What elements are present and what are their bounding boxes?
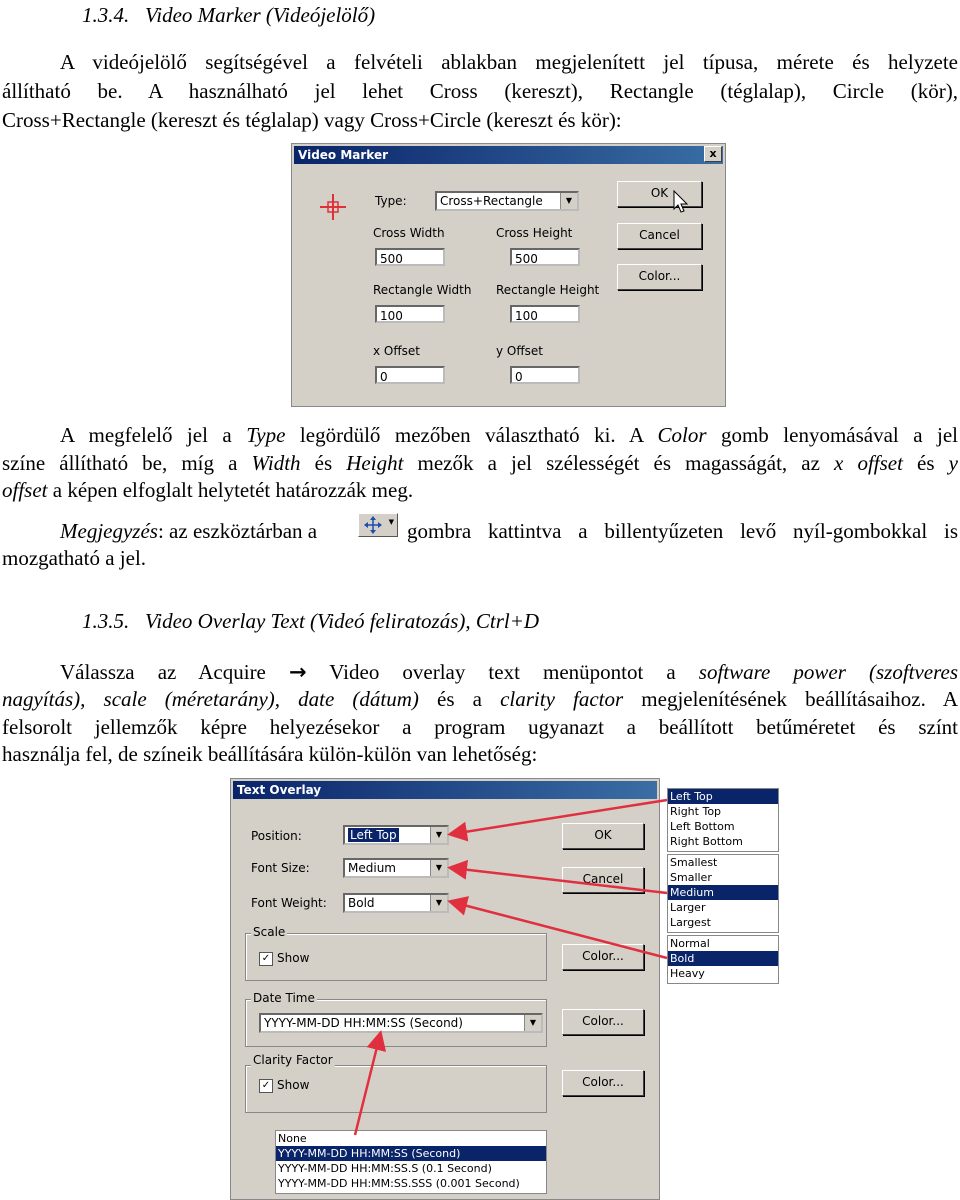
- text-run: x offset: [834, 451, 903, 475]
- text-run: Width: [251, 451, 301, 475]
- paragraph-line: [60, 659, 958, 685]
- color-button-label: Color...: [582, 1075, 624, 1089]
- crosshair-marker-icon: [320, 194, 346, 220]
- list-item[interactable]: Heavy: [670, 967, 705, 980]
- chevron-down-icon: ▼: [430, 895, 447, 911]
- list-item[interactable]: Left Top: [668, 789, 778, 804]
- font-weight-select-value: Bold: [348, 896, 375, 910]
- section-heading-1-3-4: [82, 2, 375, 28]
- text-run: mezők a jel szélességét és magasságát, az: [403, 451, 835, 475]
- note-line: mozgatható a jel.: [2, 546, 147, 570]
- callout-arrow: [452, 868, 667, 893]
- cross-height-label: Cross Height: [496, 226, 573, 240]
- cross-width-label: Cross Width: [373, 226, 445, 240]
- position-select-value: Left Top: [350, 828, 397, 842]
- move-marker-toolbar-button[interactable]: [358, 513, 398, 537]
- cross-height-input[interactable]: 500: [510, 248, 580, 266]
- video-marker-dialog: [291, 143, 726, 407]
- callout-arrow: [452, 800, 667, 834]
- clarity-show-checkbox[interactable]: ✓: [259, 1079, 273, 1093]
- position-label: Position:: [251, 829, 302, 843]
- close-button[interactable]: x: [704, 146, 722, 162]
- list-item[interactable]: Smaller: [670, 871, 712, 884]
- text-run: A megfelelő jel a: [60, 423, 247, 447]
- text-run: színe állítható be, míg a: [2, 451, 252, 475]
- mouse-cursor-icon: [673, 190, 689, 214]
- chevron-down-icon: ▼: [560, 193, 577, 209]
- color-button-label: Color...: [582, 1014, 624, 1028]
- chevron-down-icon: ▼: [430, 827, 447, 843]
- list-item[interactable]: YYYY-MM-DD HH:MM:SS.S (0.1 Second): [278, 1162, 492, 1175]
- text-run: nagyítás), scale (méretarány), date (dátum): [2, 687, 419, 711]
- date-format-select-value: YYYY-MM-DD HH:MM:SS (Second): [264, 1016, 463, 1030]
- font-size-select-value: Medium: [348, 861, 396, 875]
- paragraph-line: állítható be. A használható jel lehet Cross (kereszt), Rectangle (téglalap), Circle (kör),: [2, 79, 958, 103]
- color-button-label: Color...: [638, 269, 681, 283]
- list-item[interactable]: Normal: [670, 937, 710, 950]
- rectangle-height-label: Rectangle Height: [496, 283, 600, 297]
- paragraph-line: [2, 686, 958, 712]
- text-run: Height: [346, 451, 404, 475]
- x-offset-input[interactable]: 0: [375, 366, 445, 384]
- list-item[interactable]: Right Bottom: [670, 835, 743, 848]
- text-run: Type: [246, 423, 286, 447]
- ok-button-label: OK: [650, 186, 669, 200]
- paragraph-line: [60, 422, 958, 448]
- dialog-title-bar: [294, 146, 723, 164]
- callout-arrows: [230, 778, 785, 1198]
- arrow-icon: →: [288, 660, 307, 684]
- list-item[interactable]: Medium: [668, 885, 778, 900]
- paragraph-line: Cross+Rectangle (kereszt és téglalap) vagy Cross+Circle (kereszt és kör):: [2, 108, 622, 132]
- note-line-continuation: [407, 518, 958, 544]
- list-item[interactable]: Left Bottom: [670, 820, 735, 833]
- font-weight-label: Font Weight:: [251, 896, 327, 910]
- text-run: : az eszköztárban a: [157, 519, 318, 543]
- paragraph-line: A videójelölő segítségével a felvételi ablakban megjelenített jel típusa, mérete és helyzete: [60, 50, 958, 74]
- text-run: y: [948, 451, 958, 475]
- ok-button[interactable]: [617, 181, 702, 207]
- x-offset-label: x Offset: [373, 344, 420, 358]
- text-run: megjelenítésének beállításaihoz. A: [623, 687, 958, 711]
- text-run: legördülő mezőben választható ki. A: [285, 423, 658, 447]
- dialog-title: Video Marker: [298, 148, 389, 162]
- rectangle-height-input[interactable]: 100: [510, 305, 580, 323]
- color-button[interactable]: [617, 264, 702, 290]
- y-offset-label: y Offset: [496, 344, 543, 358]
- cancel-button-label: Cancel: [639, 228, 680, 242]
- clarity-factor-group-title: Clarity Factor: [253, 1053, 333, 1067]
- text-overlay-figure: [230, 778, 785, 1198]
- move-arrows-icon: [361, 514, 385, 536]
- rectangle-width-label: Rectangle Width: [373, 283, 472, 297]
- type-select[interactable]: [435, 191, 579, 211]
- section-title: Video Marker (Videójelölő): [145, 3, 376, 27]
- clarity-show-label: Show: [277, 1078, 310, 1092]
- text-run: offset: [2, 478, 48, 502]
- list-item[interactable]: Right Top: [670, 805, 722, 818]
- list-item[interactable]: Smallest: [670, 856, 718, 869]
- text-run: software power (szoftveres: [698, 660, 959, 684]
- text-run: gombra kattintva a billentyűzeten levő nyíl-gombokkal is: [407, 519, 958, 543]
- chevron-down-icon: ▼: [388, 518, 394, 526]
- list-item[interactable]: None: [278, 1132, 307, 1145]
- font-size-label: Font Size:: [251, 861, 310, 875]
- type-select-value: Cross+Rectangle: [440, 194, 543, 208]
- paragraph-line: felsorolt jellemzők képre helyezésekor a program ugyanazt a beállított betűméretet és színt: [2, 715, 958, 739]
- section-heading-1-3-5: [82, 608, 539, 634]
- note-label: Megjegyzés: [60, 519, 158, 543]
- paragraph-line: [2, 477, 413, 503]
- text-run: és a: [418, 687, 501, 711]
- type-label: Type:: [375, 194, 407, 208]
- list-item[interactable]: YYYY-MM-DD HH:MM:SS.SSS (0.001 Second): [278, 1177, 520, 1190]
- dialog-title: Text Overlay: [237, 783, 322, 797]
- text-run: Color: [657, 423, 707, 447]
- paragraph-line: használja fel, de színeik beállítására külön-külön van lehetőség:: [2, 742, 538, 766]
- y-offset-input[interactable]: 0: [510, 366, 580, 384]
- list-item[interactable]: YYYY-MM-DD HH:MM:SS (Second): [276, 1146, 546, 1161]
- section-number: 1.3.5.: [82, 609, 130, 633]
- chevron-down-icon: ▼: [524, 1015, 541, 1031]
- paragraph-line: [2, 450, 958, 476]
- scale-show-checkbox[interactable]: ✓: [259, 952, 273, 966]
- section-number: 1.3.4.: [82, 3, 130, 27]
- text-run: és: [300, 451, 347, 475]
- chevron-down-icon: ▼: [430, 860, 447, 876]
- list-item[interactable]: Larger: [670, 901, 706, 914]
- date-time-group-title: Date Time: [253, 991, 315, 1005]
- rectangle-width-input[interactable]: 100: [375, 305, 445, 323]
- cancel-button-label: Cancel: [582, 872, 624, 886]
- callout-arrow: [452, 902, 667, 958]
- ok-button-label: OK: [594, 828, 612, 842]
- cancel-button[interactable]: [617, 223, 702, 249]
- scale-show-label: Show: [277, 951, 310, 965]
- text-run: és: [902, 451, 949, 475]
- callout-arrow: [355, 1035, 380, 1135]
- text-run: Video overlay text menüpontot a: [329, 660, 676, 684]
- text-run: Válassza az Acquire: [60, 660, 266, 684]
- section-title: Video Overlay Text (Videó feliratozás), Ctrl+D: [145, 609, 540, 633]
- note-line: [60, 518, 317, 544]
- cross-width-input[interactable]: 500: [375, 248, 445, 266]
- scale-group-title: Scale: [253, 925, 286, 939]
- color-button-label: Color...: [582, 949, 624, 963]
- text-run: clarity factor: [500, 687, 624, 711]
- text-run: gomb lenyomásával a jel: [706, 423, 959, 447]
- list-item[interactable]: Bold: [668, 951, 778, 966]
- text-run: a képen elfoglalt helytetét határozzák meg.: [47, 478, 414, 502]
- list-item[interactable]: Largest: [670, 916, 711, 929]
